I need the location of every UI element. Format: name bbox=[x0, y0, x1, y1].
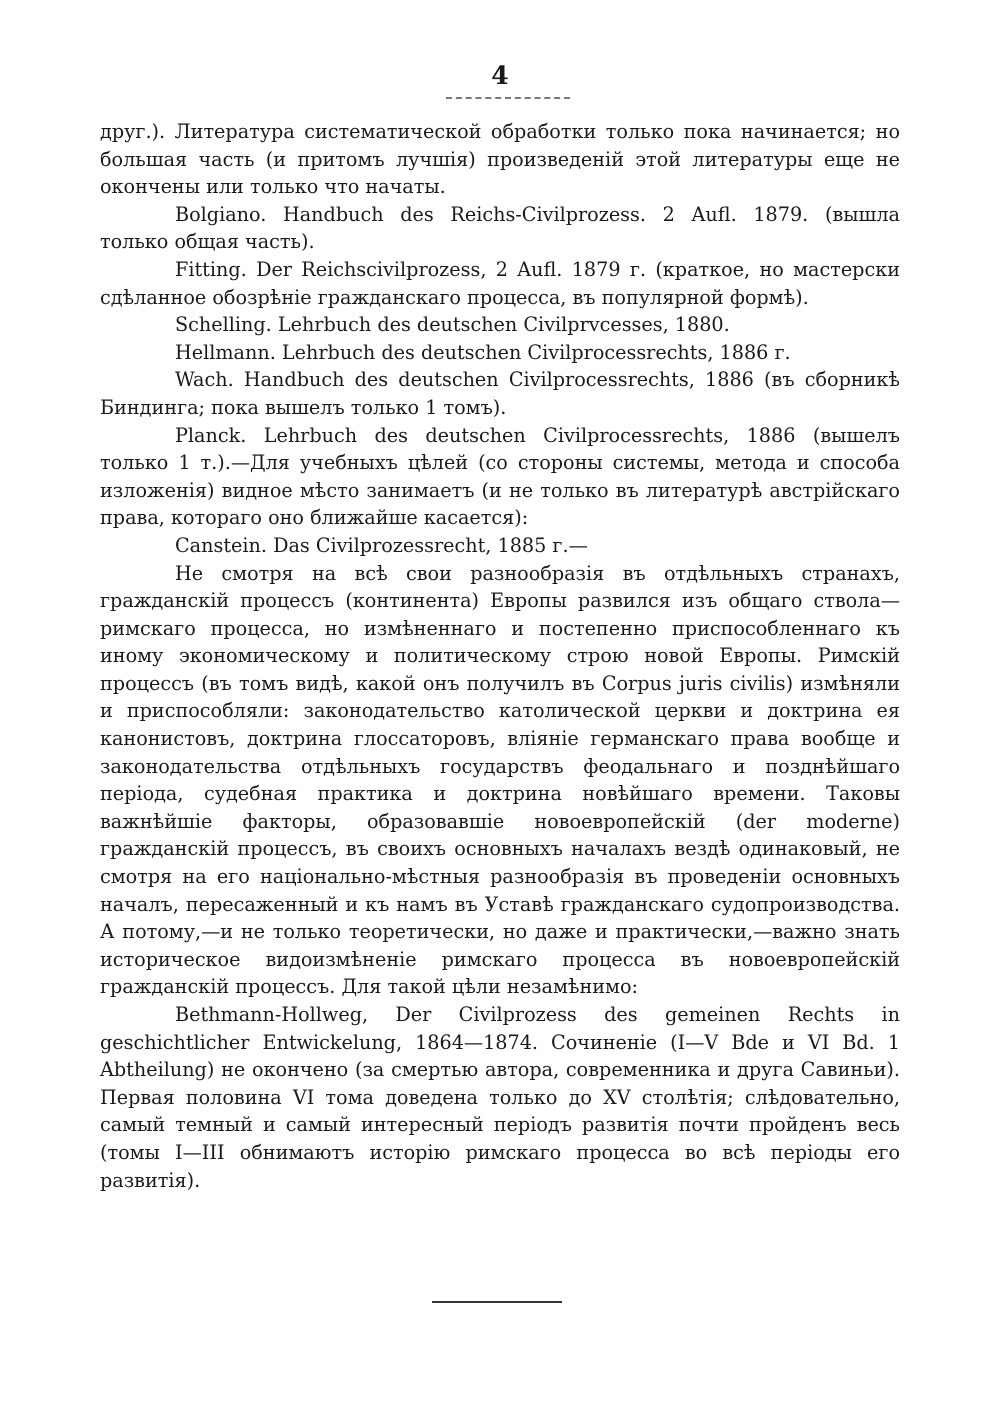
reference-bethmann-hollweg: Bethmann-Hollweg, Der Civilprozess des gemeinen Rechts in geschichtlicher Entwickelung, 1864—1874. Сочиненіе (I—V Bde и VI Bd. 1 Abtheilung) не окончено (за смертью автора, современника и друга Савиньи). Первая половина VI тома доведена только до XV столѣтія; слѣдовательно, самый темный и самый интересный періодъ развитія почти пройденъ весь (томы I—III обнимаютъ исторію римскаго процесса во всѣ періоды его развитія). bbox=[100, 1003, 900, 1192]
paragraph-intro: друг.). Литература систематической обработки только пока начинается; но большая часть (и притомъ лучшія) произведеній этой литературы еще не окончены или только что начаты. bbox=[100, 120, 900, 199]
body-text bbox=[100, 118, 900, 1194]
reference-wach: Wach. Handbuch des deutschen Civilprocessrechts, 1886 (въ сборникѣ Биндинга; пока вышелъ только 1 томъ). bbox=[100, 368, 900, 419]
reference-fitting: Fitting. Der Reichscivilprozess, 2 Aufl. 1879 г. (краткое, но мастерски сдѣланное обозрѣніе гражданскаго процесса, въ популярной формѣ). bbox=[100, 257, 900, 309]
reference-planck: Planck. Lehrbuch des deutschen Civilprocessrechts, 1886 (вышелъ только 1 т.).—Для учебныхъ цѣлей (со стороны системы, метода и способа изложенія) видное мѣсто занимаетъ (и не только въ литературѣ австрійскаго права, котораго оно ближайше касается): bbox=[100, 423, 900, 530]
reference-hellmann: Hellmann. Lehrbuch des deutschen Civilprocessrechts, 1886 г. bbox=[175, 340, 791, 364]
reference-canstein: Canstein. Das Civilprozessrecht, 1885 г.— bbox=[175, 533, 588, 557]
page-number: 4 bbox=[491, 61, 509, 90]
footer-rule bbox=[432, 1301, 562, 1303]
reference-bolgiano: Bolgiano. Handbuch des Reichs-Civilprozess. 2 Aufl. 1879. (вышла только общая часть). bbox=[100, 202, 900, 254]
reference-schelling: Schelling. Lehrbuch des deutschen Civilprvcesses, 1880. bbox=[175, 313, 730, 337]
header-rule bbox=[446, 97, 570, 99]
paragraph-history: Не смотря на всѣ свои разнообразія въ отдѣльныхъ странахъ, гражданскій процессъ (континента) Европы развился изъ общаго ствола—римскаго процесса, но измѣненнаго и постепенно приспособленнаго къ иному экономическому и политическому строю новой Европы. Римскій процессъ (въ томъ видѣ, какой онъ получилъ въ Corpus juris civilis) измѣняли и приспособляли: законодательство католической церкви и доктрина ея канонистовъ, доктрина глоссаторовъ, вліяніе германскаго права вообще и законодательства отдѣльныхъ государствъ феодальнаго и позднѣйшаго періода, судебная практика и доктрина новѣйшаго времени. Таковы важнѣйшіе факторы, образовавшіе новоевропейскій (der moderne) гражданскій процессъ, въ своихъ основныхъ началахъ вездѣ одинаковый, не смотря на его національно-мѣстныя разнообразія въ проведеніи основныхъ началъ, пересаженный и къ намъ въ Уставѣ гражданскаго судопроизводства. А потому,—и не только теоретически, но даже и практически,—важно знать историческое видоизмѣненіе римскаго процесса въ новоевропейскій гражданскій процессъ. Для такой цѣли незамѣнимо: bbox=[100, 561, 900, 999]
